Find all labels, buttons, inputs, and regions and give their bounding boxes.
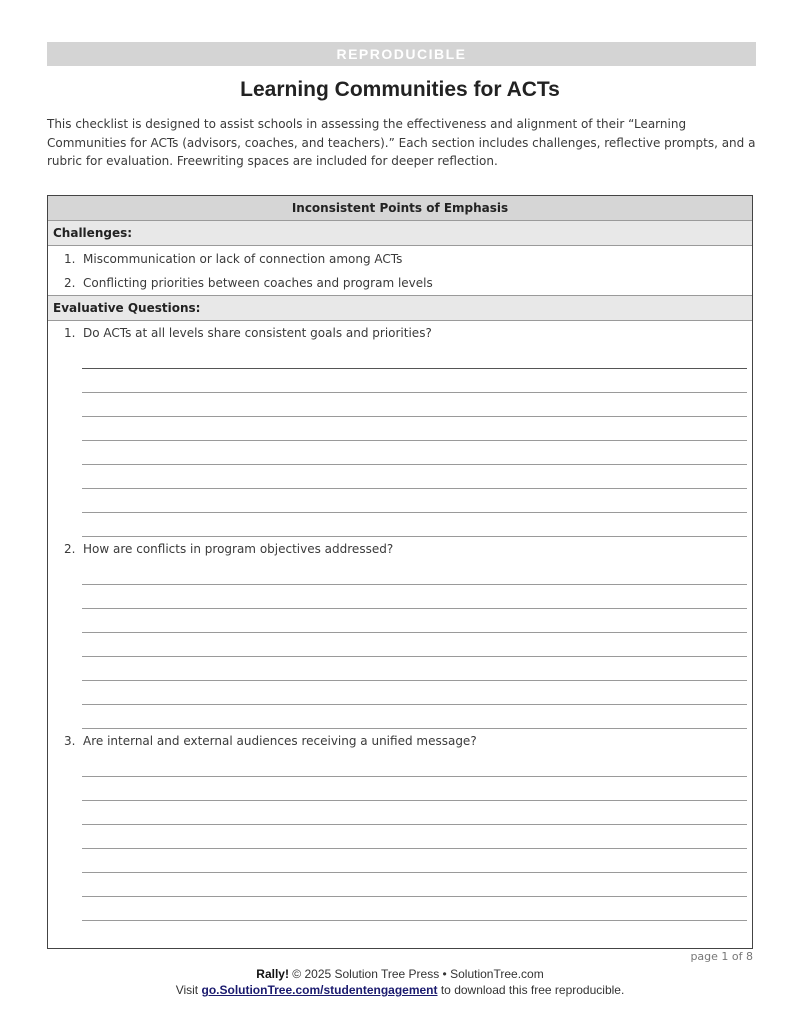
questions-label: Evaluative Questions:	[48, 295, 752, 321]
writing-line[interactable]	[82, 561, 747, 585]
writing-line[interactable]	[82, 681, 747, 705]
answer-lines[interactable]	[82, 345, 747, 537]
writing-line[interactable]	[82, 609, 747, 633]
writing-line[interactable]	[82, 801, 747, 825]
question-1	[48, 321, 752, 537]
writing-line[interactable]	[82, 441, 747, 465]
footer-visit-line	[0, 982, 800, 998]
question-text: Do ACTs at all levels share consistent goals and priorities?	[83, 326, 432, 340]
writing-line[interactable]	[82, 897, 747, 921]
page-title: Learning Communities for ACTs	[240, 78, 560, 101]
question-number: 1.	[64, 326, 76, 340]
section-header: Inconsistent Points of Emphasis	[48, 196, 752, 221]
list-number: 2.	[64, 276, 76, 290]
book-title: Rally!	[256, 967, 289, 981]
list-item	[48, 247, 752, 271]
page-number: page 1 of 8	[690, 950, 753, 963]
writing-line[interactable]	[82, 393, 747, 417]
list-number: 1.	[64, 252, 76, 266]
visit-text: Visit	[175, 983, 202, 997]
copyright-text: © 2025 Solution Tree Press • SolutionTree.com	[288, 967, 544, 981]
writing-line[interactable]	[82, 417, 747, 441]
page-footer	[0, 966, 800, 998]
question-3	[48, 729, 752, 921]
checklist-section	[47, 195, 753, 949]
list-item	[48, 271, 752, 295]
writing-line[interactable]	[82, 345, 747, 369]
question-number: 2.	[64, 542, 76, 556]
download-link[interactable]: go.SolutionTree.com/studentengagement	[201, 983, 438, 997]
challenges-list	[48, 246, 752, 295]
visit-suffix: to download this free reproducible.	[437, 983, 625, 997]
writing-line[interactable]	[82, 753, 747, 777]
list-text: Miscommunication or lack of connection among ACTs	[83, 252, 403, 266]
writing-line[interactable]	[82, 777, 747, 801]
list-text: Conflicting priorities between coaches and program levels	[83, 276, 433, 290]
writing-line[interactable]	[82, 873, 747, 897]
footer-copyright-line	[0, 966, 800, 982]
writing-line[interactable]	[82, 369, 747, 393]
writing-line[interactable]	[82, 585, 747, 609]
question-number: 3.	[64, 734, 76, 748]
question-text: Are internal and external audiences receiving a unified message?	[83, 734, 477, 748]
challenges-label: Challenges:	[48, 221, 752, 246]
reproducible-banner: REPRODUCIBLE	[47, 42, 756, 66]
intro-paragraph: This checklist is designed to assist schools in assessing the effectiveness and alignment of their “Learning Communities for ACTs (advisors, coaches, and teachers).” Each section includes challenges, reflective prompts, and a rubric for evaluation. Freewriting spaces are included for deeper reflection.	[47, 117, 756, 168]
writing-line[interactable]	[82, 657, 747, 681]
answer-lines[interactable]	[82, 561, 747, 729]
writing-line[interactable]	[82, 849, 747, 873]
question-text: How are conflicts in program objectives addressed?	[83, 542, 394, 556]
writing-line[interactable]	[82, 465, 747, 489]
answer-lines[interactable]	[82, 753, 747, 921]
question-2	[48, 537, 752, 729]
writing-line[interactable]	[82, 825, 747, 849]
writing-line[interactable]	[82, 489, 747, 513]
writing-line[interactable]	[82, 513, 747, 537]
writing-line[interactable]	[82, 705, 747, 729]
writing-line[interactable]	[82, 633, 747, 657]
